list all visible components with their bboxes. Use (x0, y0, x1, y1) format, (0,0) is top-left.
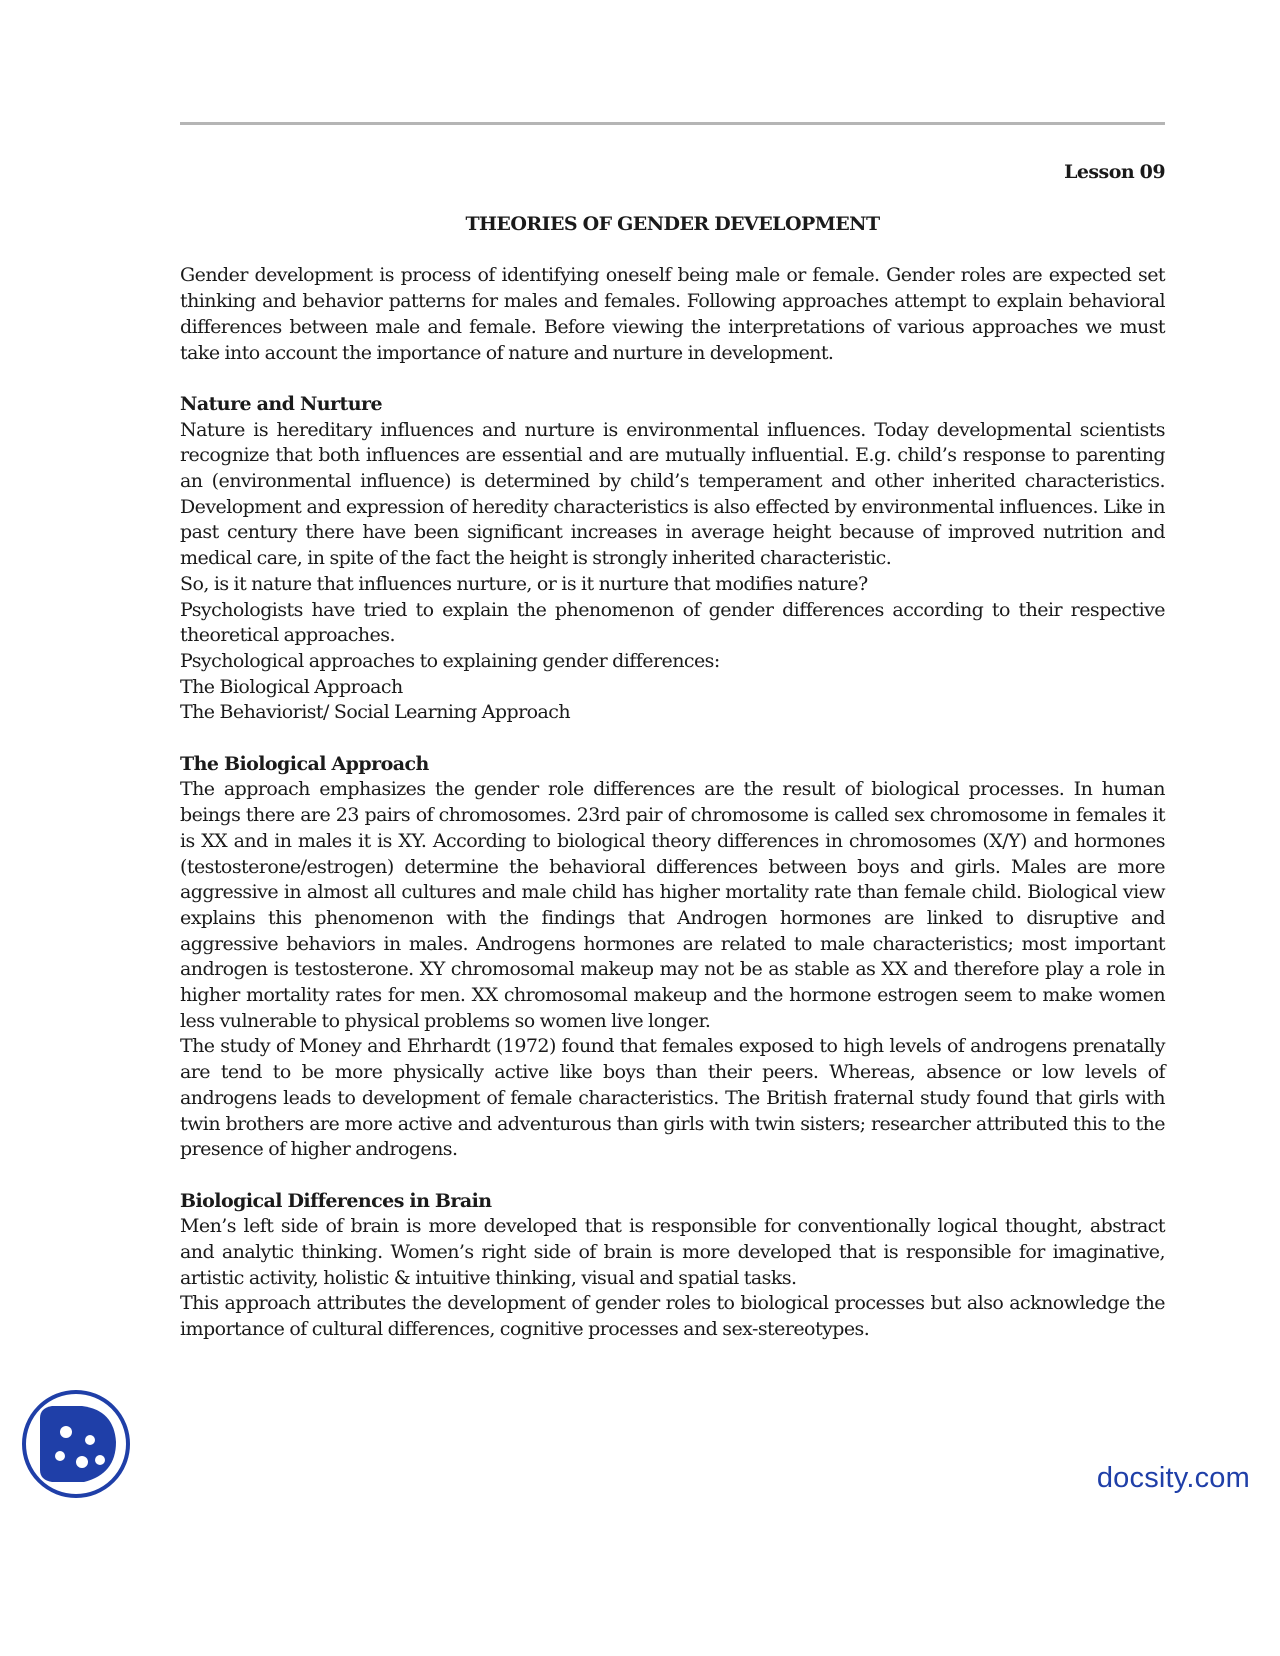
section-heading-brain: Biological Differences in Brain (180, 1189, 492, 1212)
paragraph: Psychologists have tried to explain the phenomenon of gender differences according to their respective theoretical approaches. (180, 598, 1165, 647)
document-body (180, 160, 1165, 1343)
paragraph: This approach attributes the development of gender roles to biological processes but also acknowledge the importance of cultural differences, cognitive processes and sex-stereotypes. (180, 1292, 1165, 1341)
list-item: The Behaviorist/ Social Learning Approach (180, 701, 571, 724)
list-item: The Biological Approach (180, 675, 403, 698)
header-divider (180, 122, 1165, 125)
paragraph: Men’s left side of brain is more developed that is responsible for conventionally logical thought, abstract and analytic thinking. Women’s right side of brain is more developed that is responsible for imaginative, artistic activity, holistic & intuitive thinking, visual and spatial tasks. (180, 1215, 1165, 1289)
docsity-logo-icon[interactable] (20, 1388, 132, 1500)
intro-paragraph: Gender development is process of identifying oneself being male or female. Gender roles are expected set thinking and behavior patterns for males and females. Following approaches attempt to explain behavioral differences between male and female. Before viewing the interpretations of various approaches we must take into account the importance of nature and nurture in development. (180, 264, 1165, 364)
page-title: THEORIES OF GENDER DEVELOPMENT (465, 212, 880, 235)
section-heading-nature-nurture: Nature and Nurture (180, 392, 382, 415)
paragraph: The study of Money and Ehrhardt (1972) found that females exposed to high levels of androgens prenatally are tend to be more physically active like boys than their peers. Whereas, absence or low levels of androgens leads to development of female characteristics. The British fraternal study found that girls with twin brothers are more active and adventurous than girls with twin sisters; researcher attributed this to the presence of higher androgens. (180, 1035, 1165, 1161)
paragraph: So, is it nature that influences nurture, or is it nurture that modifies nature? (180, 572, 868, 595)
docsity-link[interactable]: docsity.com (1096, 1462, 1250, 1494)
paragraph: The approach emphasizes the gender role differences are the result of biological processes. In human beings there are 23 pairs of chromosomes. 23rd pair of chromosome is called sex chromosome in females it is XX and in males it is XY. According to biological theory differences in chromosomes (X/Y) and hormones (testosterone/estrogen) determine the behavioral differences between boys and girls. Males are more aggressive in almost all cultures and male child has higher mortality rate than female child. Biological view explains this phenomenon with the findings that Androgen hormones are linked to disruptive and aggressive behaviors in males. Androgens hormones are related to male characteristics; most important androgen is testosterone. XY chromosomal makeup may not be as stable as XX and therefore play a role in higher mortality rates for men. XX chromosomal makeup and the hormone estrogen seem to make women less vulnerable to physical problems so women live longer. (180, 778, 1165, 1032)
paragraph: Nature is hereditary influences and nurture is environmental influences. Today developmental scientists recognize that both influences are essential and are mutually influential. E.g. child’s response to parenting an (environmental influence) is determined by child’s temperament and other inherited characteristics. Development and expression of heredity characteristics is also effected by environmental influences. Like in past century there have been significant increases in average height because of improved nutrition and medical care, in spite of the fact the height is strongly inherited characteristic. (180, 418, 1165, 570)
paragraph: Psychological approaches to explaining gender differences: (180, 649, 720, 672)
section-heading-biological: The Biological Approach (180, 752, 429, 775)
lesson-number: Lesson 09 (1064, 161, 1165, 183)
